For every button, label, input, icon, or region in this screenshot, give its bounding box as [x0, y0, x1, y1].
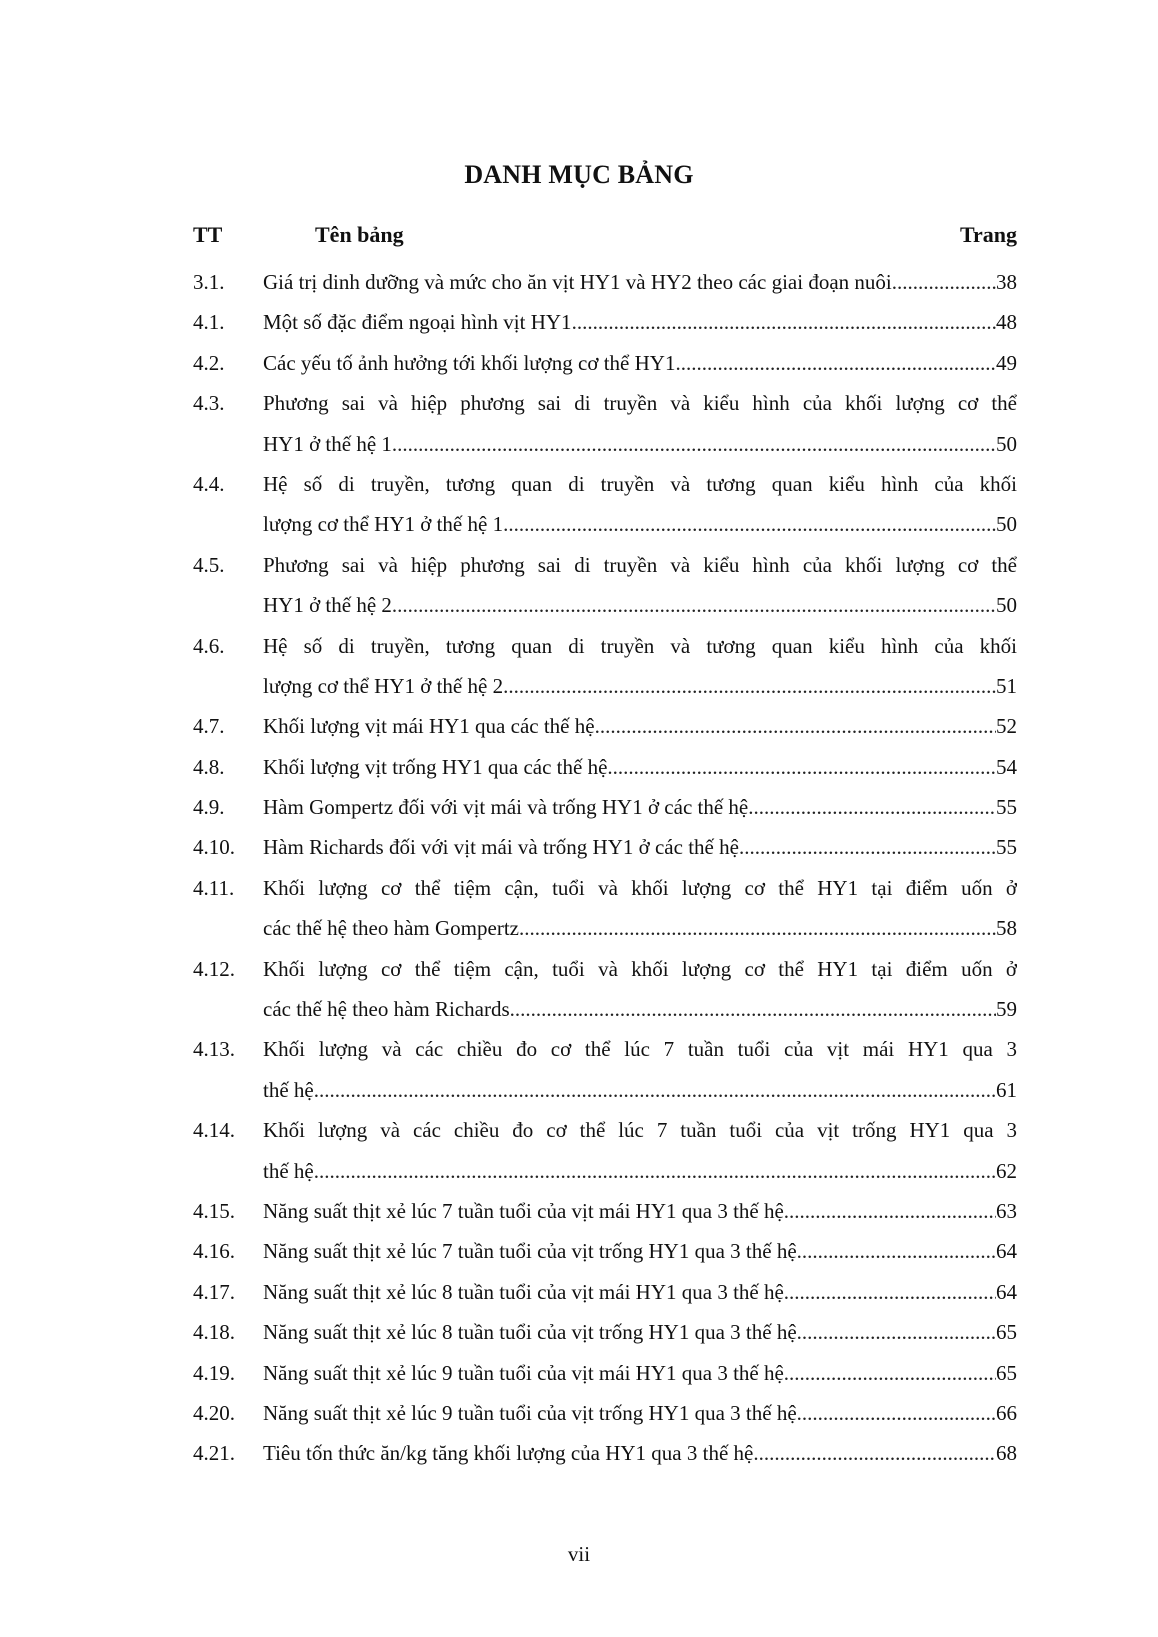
toc-entry[interactable]: [193, 1353, 1017, 1393]
toc-entry[interactable]: [193, 1110, 1017, 1191]
toc-entry[interactable]: [193, 1231, 1017, 1271]
toc-entry[interactable]: [193, 545, 1017, 626]
entry-number: 4.8.: [193, 754, 225, 779]
entry-number: 4.17.: [193, 1279, 235, 1304]
entry-page-number: 54: [996, 754, 1017, 779]
entry-title-line: lượng cơ thể HY1 ở thế hệ 1: [263, 512, 504, 537]
entry-title-line: Khối lượng và các chiều đo cơ thể lúc 7 tuần tuổi của vịt trống HY1 qua 3: [263, 1118, 1017, 1143]
entry-number: 4.1.: [193, 310, 225, 335]
entry-page-number: 65: [996, 1320, 1017, 1345]
dot-leader: [753, 1433, 996, 1473]
entry-number: 4.5.: [193, 552, 225, 577]
entry-page-number: 58: [996, 916, 1017, 941]
entry-title-line: Hệ số di truyền, tương quan di truyền và tương quan kiểu hình của khối: [263, 471, 1017, 496]
entry-number: 4.9.: [193, 795, 225, 820]
entry-page-number: 50: [996, 431, 1017, 456]
entry-title-line: Năng suất thịt xẻ lúc 9 tuần tuổi của vịt trống HY1 qua 3 thế hệ: [263, 1400, 797, 1425]
entry-number: 4.14.: [193, 1118, 235, 1143]
dot-leader: [784, 1272, 996, 1312]
dot-leader: [392, 585, 996, 625]
entry-page-number: 66: [996, 1400, 1017, 1425]
dot-leader: [503, 504, 996, 544]
entry-number: 4.3.: [193, 391, 225, 416]
entry-title-line: Năng suất thịt xẻ lúc 7 tuần tuổi của vịt mái HY1 qua 3 thế hệ: [263, 1198, 784, 1223]
entry-page-number: 62: [996, 1158, 1017, 1183]
dot-leader: [519, 908, 996, 948]
dot-leader: [739, 827, 996, 867]
entry-page-number: 55: [996, 795, 1017, 820]
toc-entry[interactable]: [193, 464, 1017, 545]
entry-number: 4.2.: [193, 350, 225, 375]
entry-title-line: Giá trị dinh dưỡng và mức cho ăn vịt HY1 và HY2 theo các giai đoạn nuôi: [263, 270, 892, 294]
entry-number: 4.7.: [193, 714, 225, 739]
entry-page-number: 38: [996, 270, 1017, 294]
dot-leader: [314, 1151, 996, 1191]
entry-page-number: 55: [996, 835, 1017, 860]
dot-leader: [572, 302, 996, 342]
entry-page-number: 50: [996, 593, 1017, 618]
entry-title-line: Hệ số di truyền, tương quan di truyền và tương quan kiểu hình của khối: [263, 633, 1017, 658]
dot-leader: [797, 1312, 996, 1352]
toc-entry[interactable]: [193, 383, 1017, 464]
entry-title-line: Khối lượng cơ thể tiệm cận, tuổi và khối lượng cơ thể HY1 tại điểm uốn ở: [263, 956, 1017, 981]
toc-entry[interactable]: [193, 868, 1017, 949]
dot-leader: [503, 666, 996, 706]
toc-entry[interactable]: [193, 747, 1017, 787]
entry-number: 4.16.: [193, 1239, 235, 1264]
column-header-page: Trang: [959, 222, 1017, 247]
entry-number: 4.12.: [193, 956, 235, 981]
toc-entry[interactable]: [193, 302, 1017, 342]
entry-title-line: Khối lượng vịt mái HY1 qua các thế hệ: [263, 714, 595, 739]
page-number: vii: [567, 1542, 591, 1566]
table-of-contents: [193, 262, 1017, 1474]
entry-page-number: 65: [996, 1360, 1017, 1385]
column-header-tt: TT: [193, 222, 223, 247]
entry-page-number: 64: [996, 1279, 1017, 1304]
entry-number: 4.20.: [193, 1400, 235, 1425]
entry-title-line: Hàm Gompertz đối với vịt mái và trống HY1 ở các thế hệ: [263, 795, 749, 820]
entry-page-number: 50: [996, 512, 1017, 537]
toc-entry[interactable]: [193, 1312, 1017, 1352]
entry-title-line: Tiêu tốn thức ăn/kg tăng khối lượng của HY1 qua 3 thế hệ: [263, 1441, 754, 1466]
entry-page-number: 51: [996, 673, 1017, 698]
toc-entry[interactable]: [193, 262, 1017, 302]
entry-title-line: Phương sai và hiệp phương sai di truyền và kiểu hình của khối lượng cơ thể: [263, 391, 1017, 416]
dot-leader: [607, 747, 996, 787]
entry-title-line: Năng suất thịt xẻ lúc 8 tuần tuổi của vịt trống HY1 qua 3 thế hệ: [263, 1320, 797, 1345]
entry-title-line: Một số đặc điểm ngoại hình vịt HY1: [263, 310, 572, 335]
entry-title-line: các thế hệ theo hàm Richards: [263, 997, 510, 1022]
entry-title-line: thế hệ: [263, 1077, 314, 1102]
entry-number: 4.21.: [193, 1441, 235, 1466]
entry-number: 4.18.: [193, 1320, 235, 1345]
dot-leader: [784, 1191, 996, 1231]
toc-entry[interactable]: [193, 626, 1017, 707]
dot-leader: [797, 1393, 996, 1433]
toc-entry[interactable]: [193, 1191, 1017, 1231]
dot-leader: [784, 1353, 996, 1393]
entry-page-number: 49: [996, 350, 1017, 375]
entry-title-line: Các yếu tố ảnh hưởng tới khối lượng cơ thể HY1: [263, 350, 676, 375]
entry-page-number: 63: [996, 1198, 1017, 1223]
page-title: DANH MỤC BẢNG: [464, 160, 694, 189]
entry-title-line: lượng cơ thể HY1 ở thế hệ 2: [263, 673, 504, 698]
dot-leader: [314, 1070, 996, 1110]
entry-number: 4.4.: [193, 471, 225, 496]
entry-page-number: 61: [996, 1077, 1017, 1102]
toc-entry[interactable]: [193, 1272, 1017, 1312]
toc-entry[interactable]: [193, 706, 1017, 746]
entry-page-number: 64: [996, 1239, 1017, 1264]
entry-page-number: 59: [996, 997, 1017, 1022]
entry-title-line: HY1 ở thế hệ 1: [263, 431, 392, 456]
entry-number: 3.1.: [193, 270, 225, 294]
entry-number: 4.11.: [193, 875, 235, 900]
dot-leader: [797, 1231, 996, 1271]
toc-entry[interactable]: [193, 1029, 1017, 1110]
dot-leader: [748, 787, 996, 827]
entry-page-number: 68: [996, 1441, 1017, 1466]
entry-number: 4.13.: [193, 1037, 235, 1062]
entry-title-line: Khối lượng vịt trống HY1 qua các thế hệ: [263, 754, 608, 779]
dot-leader: [595, 706, 996, 746]
toc-entry[interactable]: [193, 343, 1017, 383]
entry-number: 4.19.: [193, 1360, 235, 1385]
dot-leader: [675, 343, 996, 383]
entry-title-line: thế hệ: [263, 1158, 314, 1183]
entry-title-line: Năng suất thịt xẻ lúc 9 tuần tuổi của vịt mái HY1 qua 3 thế hệ: [263, 1360, 784, 1385]
entry-title-line: Khối lượng và các chiều đo cơ thể lúc 7 tuần tuổi của vịt mái HY1 qua 3: [263, 1037, 1017, 1062]
toc-entry[interactable]: [193, 827, 1017, 867]
entry-page-number: 52: [996, 714, 1017, 739]
toc-entry[interactable]: [193, 1393, 1017, 1433]
entry-title-line: Phương sai và hiệp phương sai di truyền và kiểu hình của khối lượng cơ thể: [263, 552, 1017, 577]
dot-leader: [392, 424, 996, 464]
entry-title-line: HY1 ở thế hệ 2: [263, 593, 392, 618]
dot-leader: [892, 262, 996, 302]
dot-leader: [510, 989, 996, 1029]
entry-number: 4.6.: [193, 633, 225, 658]
toc-entry[interactable]: [193, 949, 1017, 1030]
entry-title-line: Hàm Richards đối với vịt mái và trống HY1 ở các thế hệ: [263, 835, 739, 860]
entry-number: 4.10.: [193, 835, 235, 860]
entry-title-line: Năng suất thịt xẻ lúc 7 tuần tuổi của vịt trống HY1 qua 3 thế hệ: [263, 1239, 797, 1264]
toc-entry[interactable]: [193, 787, 1017, 827]
entry-title-line: các thế hệ theo hàm Gompertz: [263, 916, 519, 941]
entry-page-number: 48: [996, 310, 1017, 335]
entry-number: 4.15.: [193, 1198, 235, 1223]
entry-title-line: Khối lượng cơ thể tiệm cận, tuổi và khối lượng cơ thể HY1 tại điểm uốn ở: [263, 875, 1017, 900]
toc-entry[interactable]: [193, 1433, 1017, 1473]
column-header-table-name: Tên bảng: [315, 222, 404, 247]
entry-title-line: Năng suất thịt xẻ lúc 8 tuần tuổi của vịt mái HY1 qua 3 thế hệ: [263, 1279, 784, 1304]
